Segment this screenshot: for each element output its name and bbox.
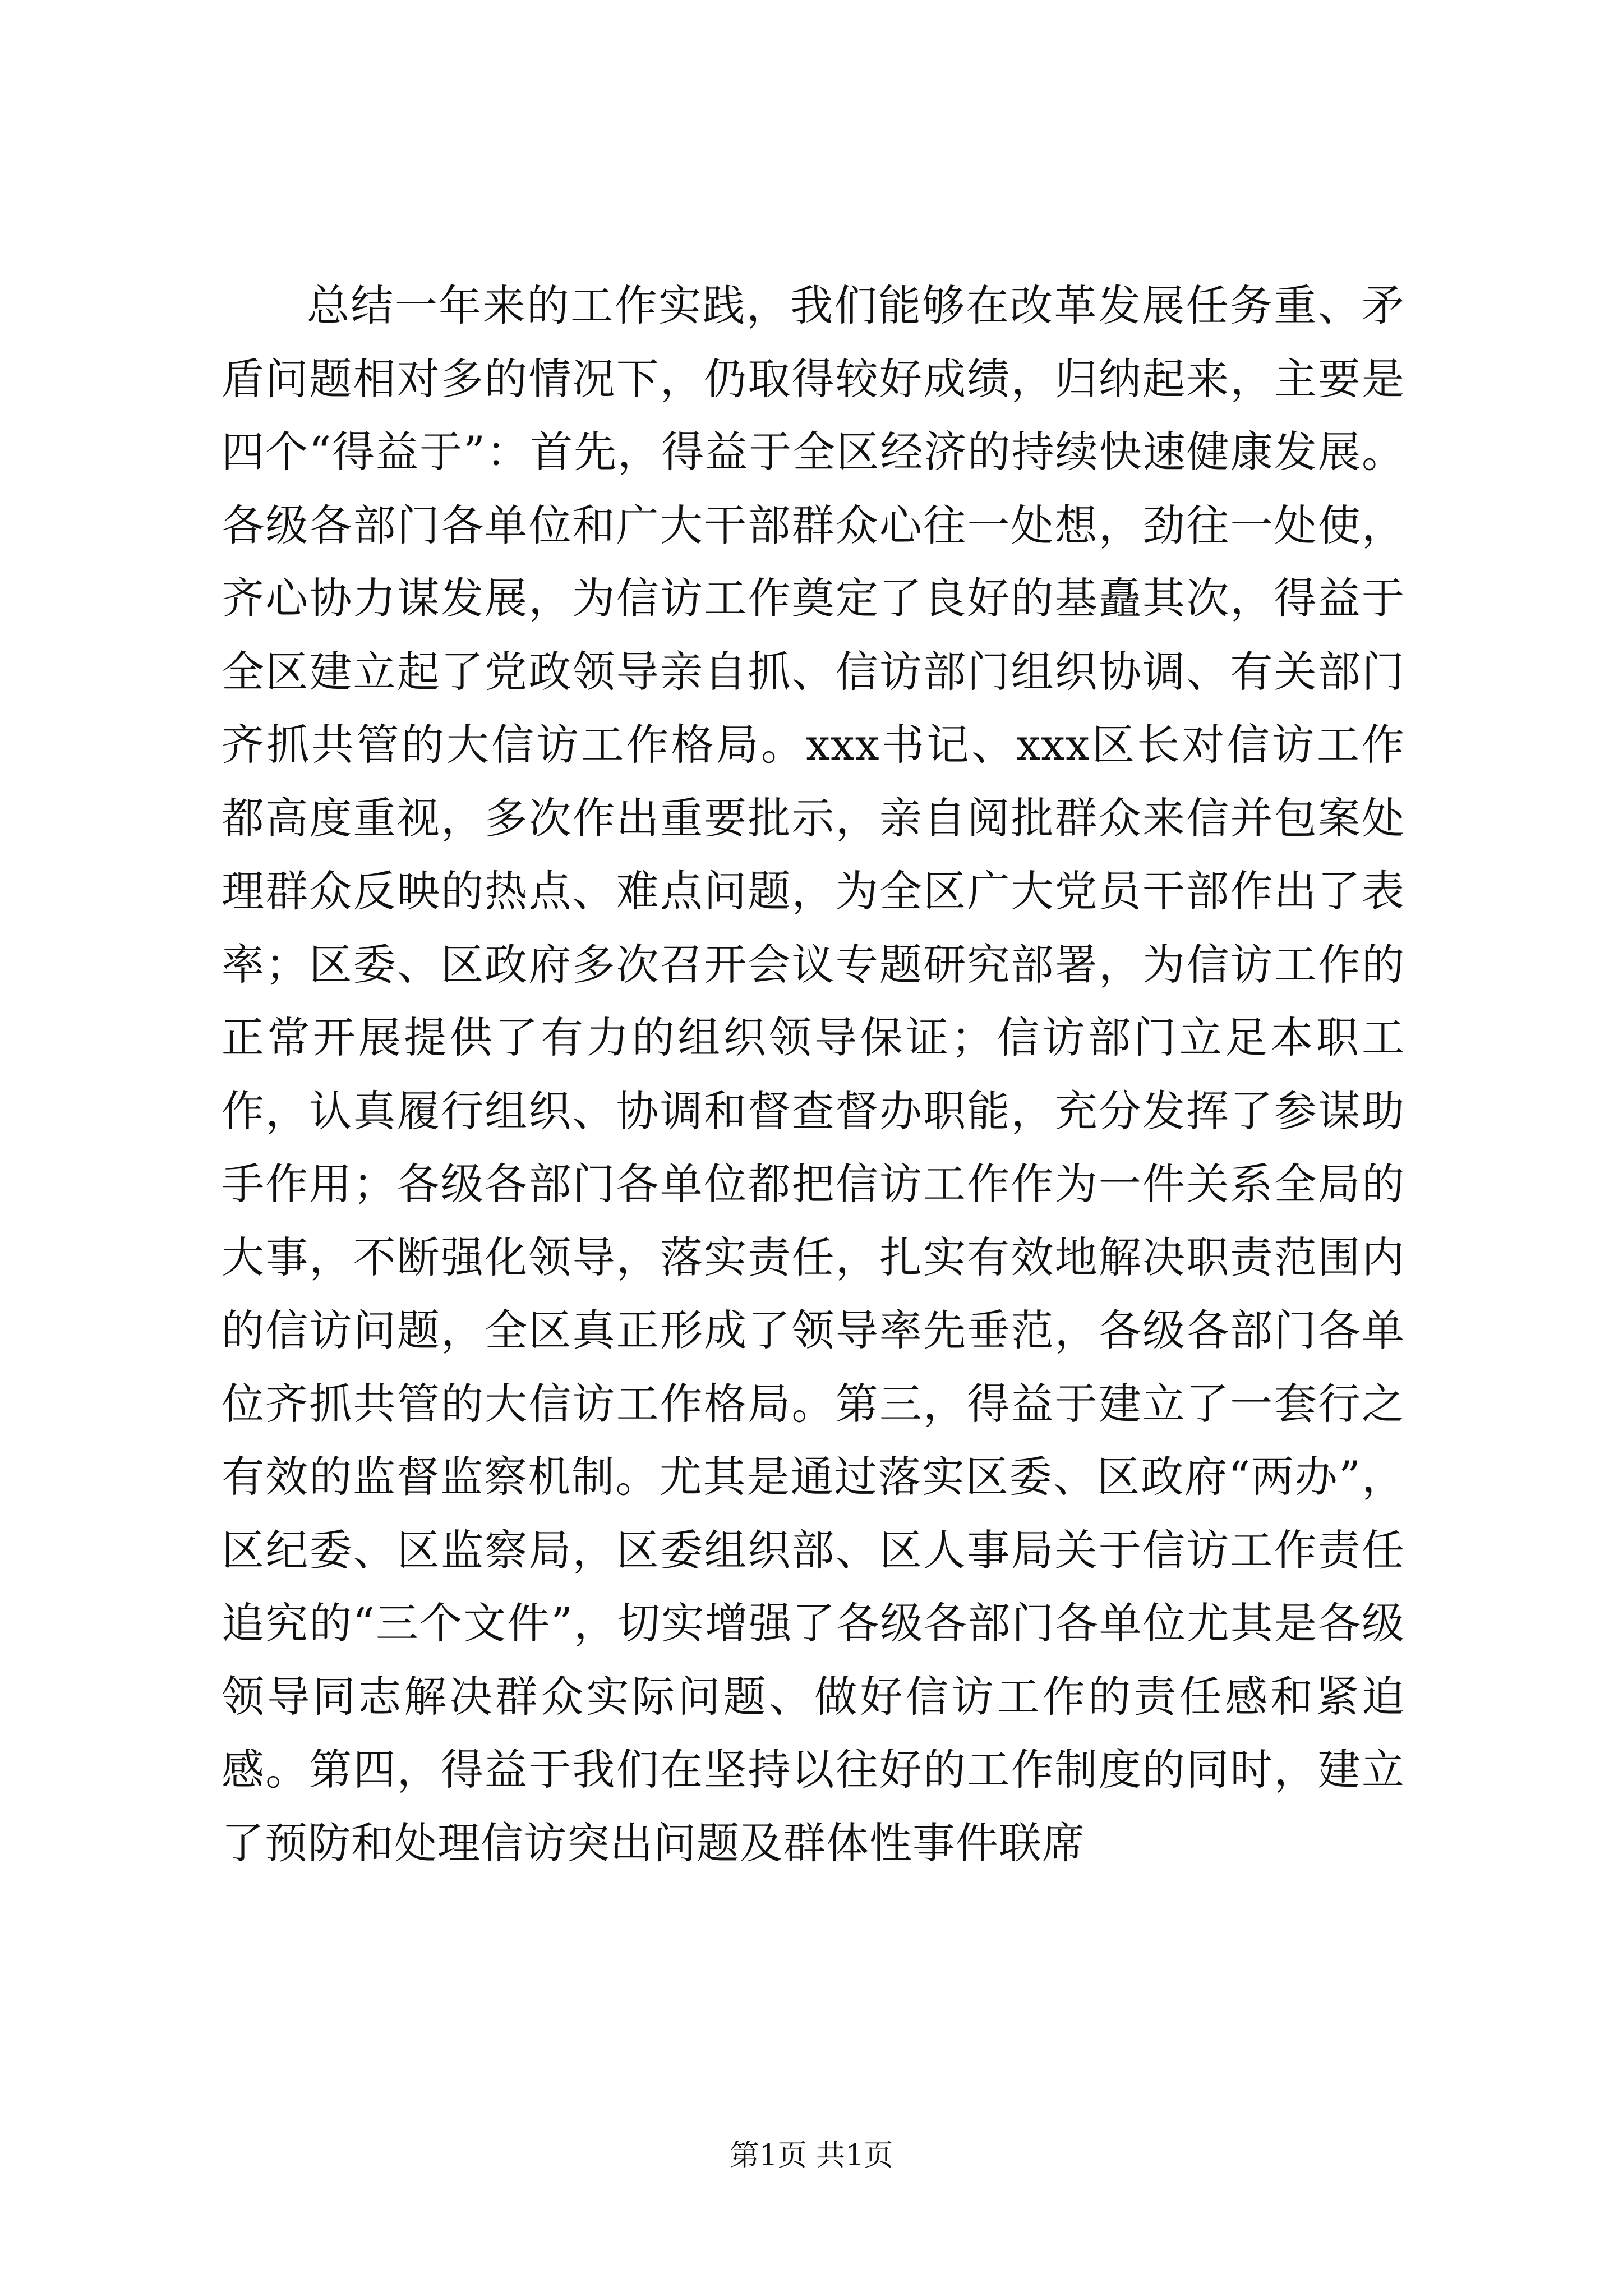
body-paragraph: 总结一年来的工作实践，我们能够在改革发展任务重、矛盾问题相对多的情况下，仍取得较好成绩，归纳起来，主要是四个“得益于”：首先，得益于全区经济的持续快速健康发展。各级各部门各单位和广大干部群众心往一处想，劲往一处使，齐心协力谋发展，为信访工作奠定了良好的基矗其次，得益于全区建立起了党政领导亲自抓、信访部门组织协调、有关部门齐抓共管的大信访工作格局。xxx书记、xxx区长对信访工作都高度重视，多次作出重要批示，亲自阅批群众来信并包案处理群众反映的热点、难点问题，为全区广大党员干部作出了表率；区委、区政府多次召开会议专题研究部署，为信访工作的正常开展提供了有力的组织领导保证；信访部门立足本职工作，认真履行组织、协调和督查督办职能，充分发挥了参谋助手作用；各级各部门各单位都把信访工作作为一件关系全局的大事，不断强化领导，落实责任，扎实有效地解决职责范围内的信访问题，全区真正形成了领导率先垂范，各级各部门各单位齐抓共管的大信访工作格局。第三，得益于建立了一套行之有效的监督监察机制。尤其是通过落实区委、区政府“两办”，区纪委、区监察局，区委组织部、区人事局关于信访工作责任追究的“三个文件”，切实增强了各级各部门各单位尤其是各级领导同志解决群众实际问题、做好信访工作的责任感和紧迫感。第四，得益于我们在坚持以往好的工作制度的同时，建立了预防和处理信访突出问题及群体性事件联席 (222, 280, 1405, 1868)
page-footer: 第1页 共1页 (730, 2139, 893, 2173)
